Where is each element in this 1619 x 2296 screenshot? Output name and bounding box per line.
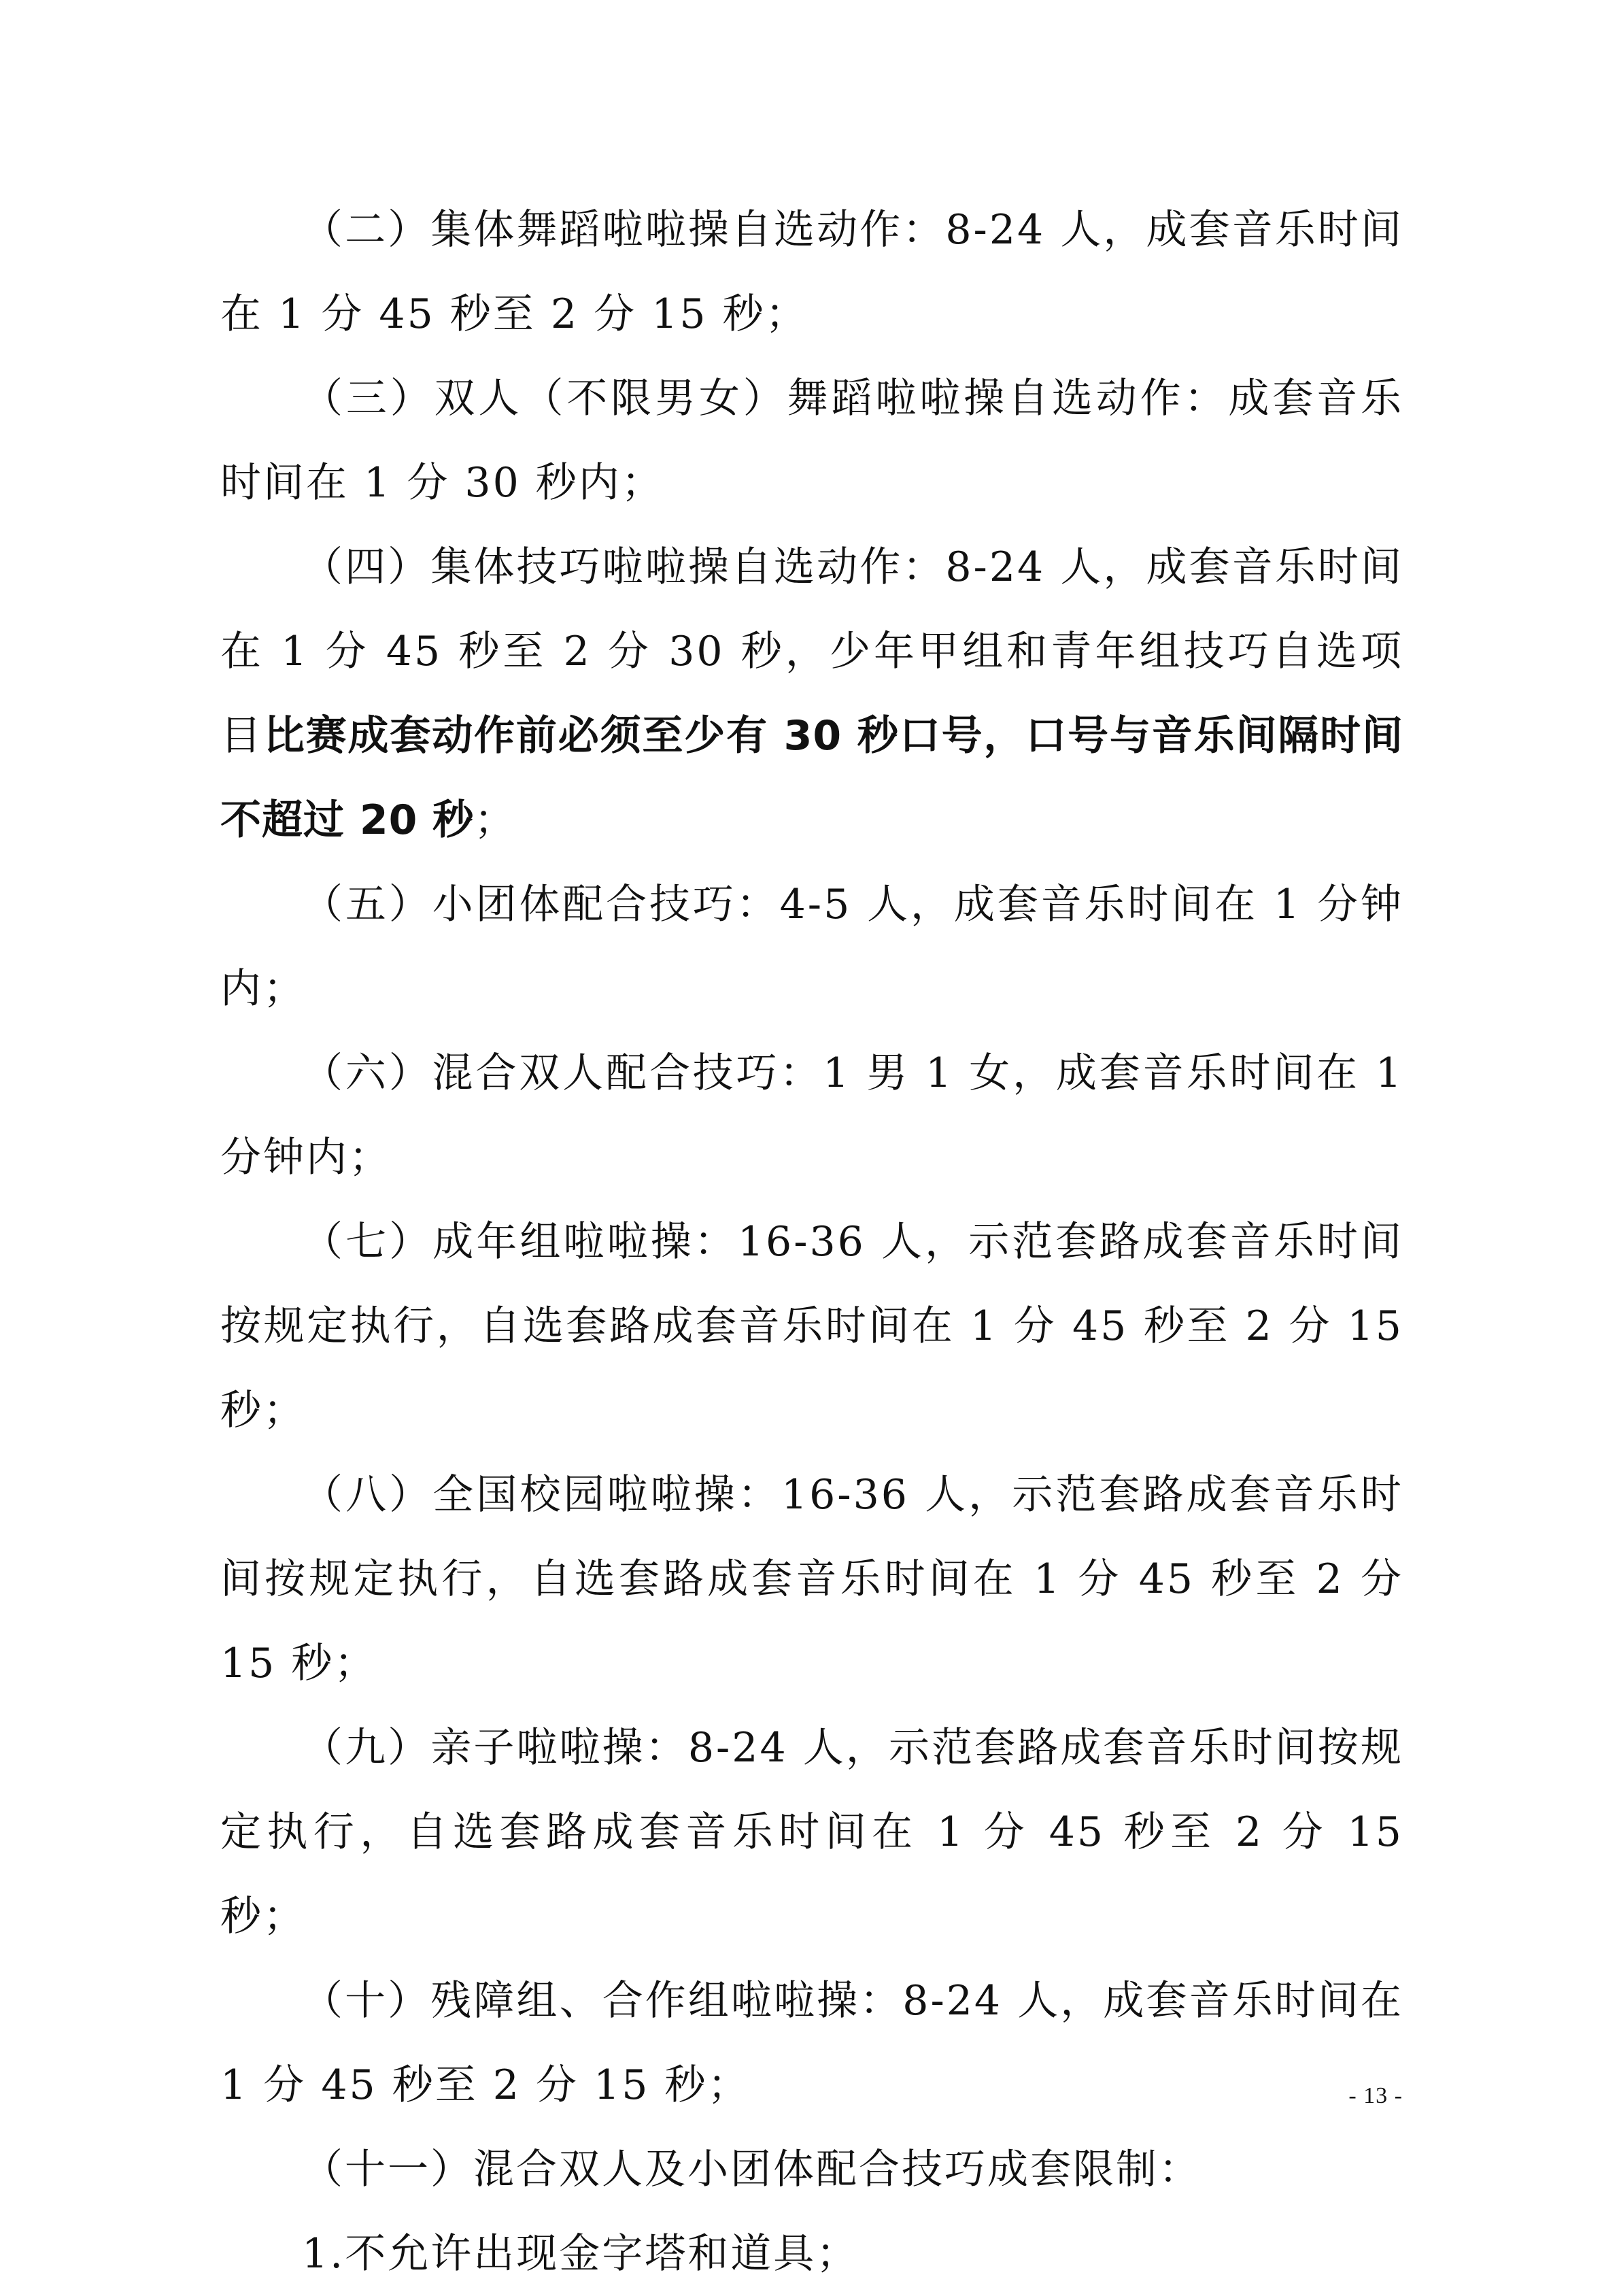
paragraph-item-7: （七）成年组啦啦操：16-36 人，示范套路成套音乐时间按规定执行，自选套路成套音乐时间在 1 分 45 秒至 2 分 15 秒； — [220, 1218, 1403, 1434]
paragraph-item-4 — [220, 525, 1403, 862]
paragraph-subitem-1: 1.不允许出现金字塔和道具； — [302, 2230, 859, 2278]
paragraph-item-9: （九）亲子啦啦操：8-24 人，示范套路成套音乐时间按规定执行，自选套路成套音乐时间在 1 分 45 秒至 2 分 15 秒； — [220, 1724, 1403, 1940]
paragraph-item-11: （十一）混合双人及小团体配合技巧成套限制： — [302, 2146, 1202, 2193]
paragraph-item-3: （三）双人（不限男女）舞蹈啦啦操自选动作：成套音乐时间在 1 分 30 秒内； — [220, 375, 1403, 507]
page-number: - 13 - — [1348, 2083, 1403, 2108]
paragraph-item-5: （五）小团体配合技巧：4-5 人，成套音乐时间在 1 分钟内； — [220, 881, 1403, 1013]
paragraph-item-6: （六）混合双人配合技巧：1 男 1 女，成套音乐时间在 1 分钟内； — [220, 1049, 1403, 1181]
paragraph-item-2: （二）集体舞蹈啦啦操自选动作：8-24 人，成套音乐时间在 1 分 45 秒至 2 分 15 秒； — [220, 206, 1403, 338]
paragraph-item-8: （八）全国校园啦啦操：16-36 人，示范套路成套音乐时间按规定执行，自选套路成套音乐时间在 1 分 45 秒至 2 分 15 秒； — [220, 1471, 1403, 1687]
paragraph-item-4-text: （四）集体技巧啦啦操自选动作：8-24 人，成套音乐时间在 1 分 45 秒至 2 分 30 秒，少年甲组和青年组技巧自选项目 — [220, 543, 1403, 760]
paragraph-item-4-tail: ； — [474, 796, 517, 844]
document-body — [220, 188, 1403, 2296]
paragraph-item-10: （十）残障组、合作组啦啦操：8-24 人，成套音乐时间在 1 分 45 秒至 2 分 15 秒； — [220, 1977, 1403, 2109]
paragraph-item-4-emphasis: 比赛成套动作前必须至少有 30 秒口号，口号与音乐间隔时间不超过 20 秒 — [220, 712, 1403, 844]
